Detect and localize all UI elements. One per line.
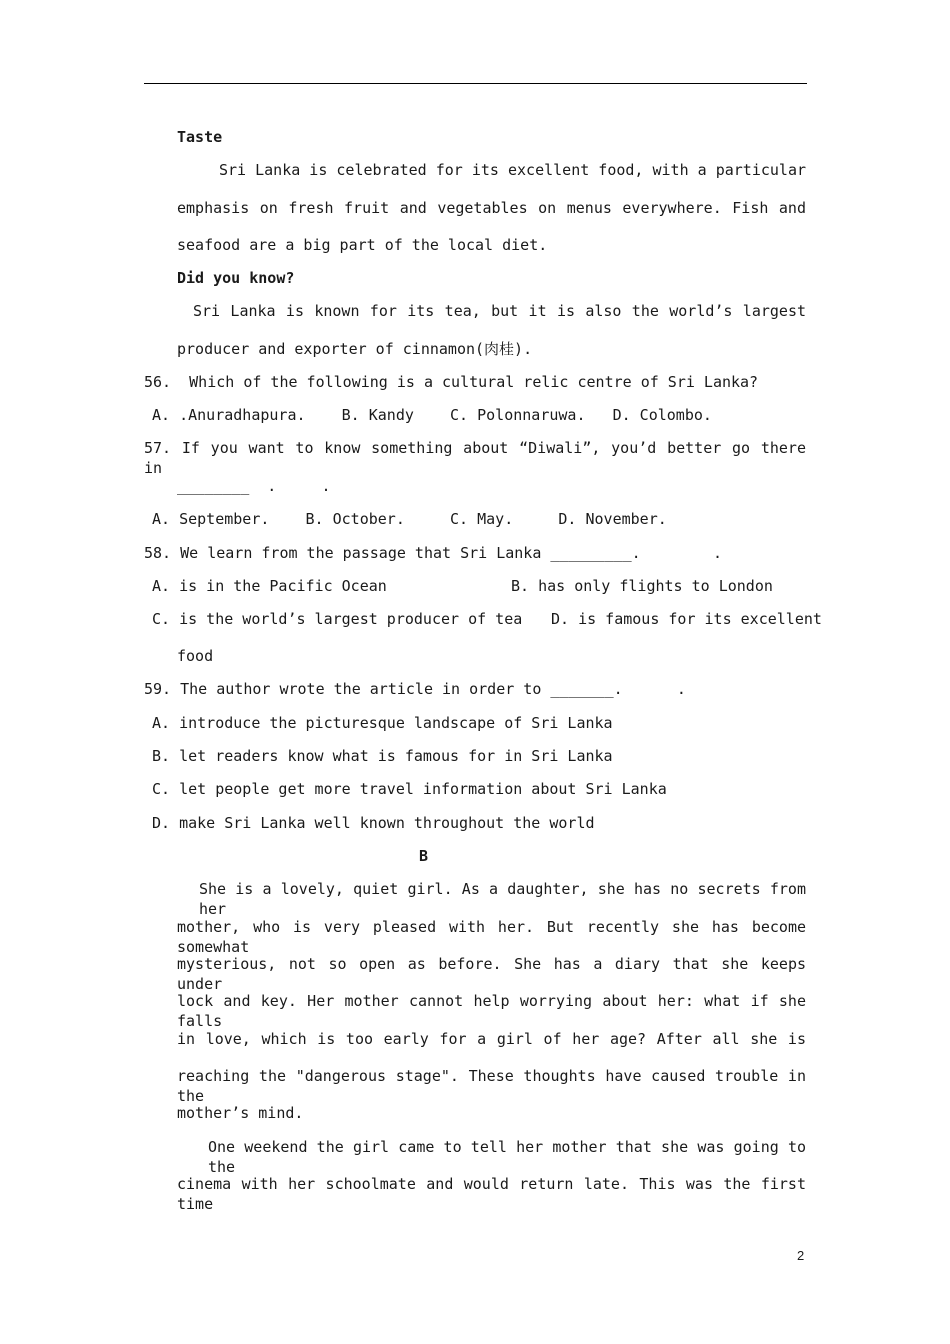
section-b-para1-line-5: in love, which is too early for a girl of her age? After all she is [177, 1030, 806, 1048]
question-56-options: A. .Anuradhapura. B. Kandy C. Polonnaruwa. D. Colombo. [152, 406, 712, 424]
question-57-stem: 57. If you want to know something about “Diwali”, you’d better go there in [144, 439, 806, 477]
taste-line-3: seafood are a big part of the local diet. [177, 236, 548, 254]
question-59-stem: 59. The author wrote the article in order to _______. . [144, 680, 686, 698]
section-b-para2-line-2: cinema with her schoolmate and would return late. This was the first time [177, 1175, 806, 1213]
question-58-option-b: B. has only flights to London [511, 577, 773, 595]
did-you-know-line-2: producer and exporter of cinnamon(肉桂). [177, 340, 533, 358]
question-58-option-d-cont: food [177, 647, 214, 665]
header-rule [144, 83, 807, 84]
did-you-know-line-1: Sri Lanka is known for its tea, but it is also the world’s largest [193, 302, 806, 320]
question-57-blank: ________ . . [177, 477, 331, 495]
section-b-heading: B [419, 847, 429, 865]
question-56-stem: 56. Which of the following is a cultural relic centre of Sri Lanka? [144, 373, 759, 391]
taste-line-2: emphasis on fresh fruit and vegetables on menus everywhere. Fish and [177, 199, 806, 217]
section-b-para1-line-1: She is a lovely, quiet girl. As a daughter, she has no secrets from her [199, 880, 806, 918]
question-58-stem: 58. We learn from the passage that Sri Lanka _________. . [144, 544, 722, 562]
question-58-option-c: C. is the world’s largest producer of tea [152, 610, 523, 628]
question-59-option-a: A. introduce the picturesque landscape of Sri Lanka [152, 714, 613, 732]
section-b-para1-line-3: mysterious, not so open as before. She has a diary that she keeps under [177, 955, 806, 993]
taste-heading: Taste [177, 128, 223, 146]
taste-line-1: Sri Lanka is celebrated for its excellent food, with a particular [219, 161, 806, 179]
question-57-options: A. September. B. October. C. May. D. November. [152, 510, 667, 528]
question-59-option-d: D. make Sri Lanka well known throughout the world [152, 814, 595, 832]
section-b-para1-line-4: lock and key. Her mother cannot help worrying about her: what if she falls [177, 992, 806, 1030]
question-59-option-b: B. let readers know what is famous for in Sri Lanka [152, 747, 613, 765]
question-58-option-d: D. is famous for its excellent [551, 610, 822, 628]
did-you-know-heading: Did you know? [177, 269, 295, 287]
section-b-para2-line-1: One weekend the girl came to tell her mother that she was going to the [208, 1138, 806, 1176]
section-b-para1-line-7: mother’s mind. [177, 1104, 304, 1122]
question-59-option-c: C. let people get more travel information about Sri Lanka [152, 780, 667, 798]
section-b-para1-line-2: mother, who is very pleased with her. But recently she has become somewhat [177, 918, 806, 956]
question-58-option-a: A. is in the Pacific Ocean [152, 577, 387, 595]
page-number: 2 [797, 1248, 805, 1263]
section-b-para1-line-6: reaching the "dangerous stage". These thoughts have caused trouble in the [177, 1067, 806, 1105]
